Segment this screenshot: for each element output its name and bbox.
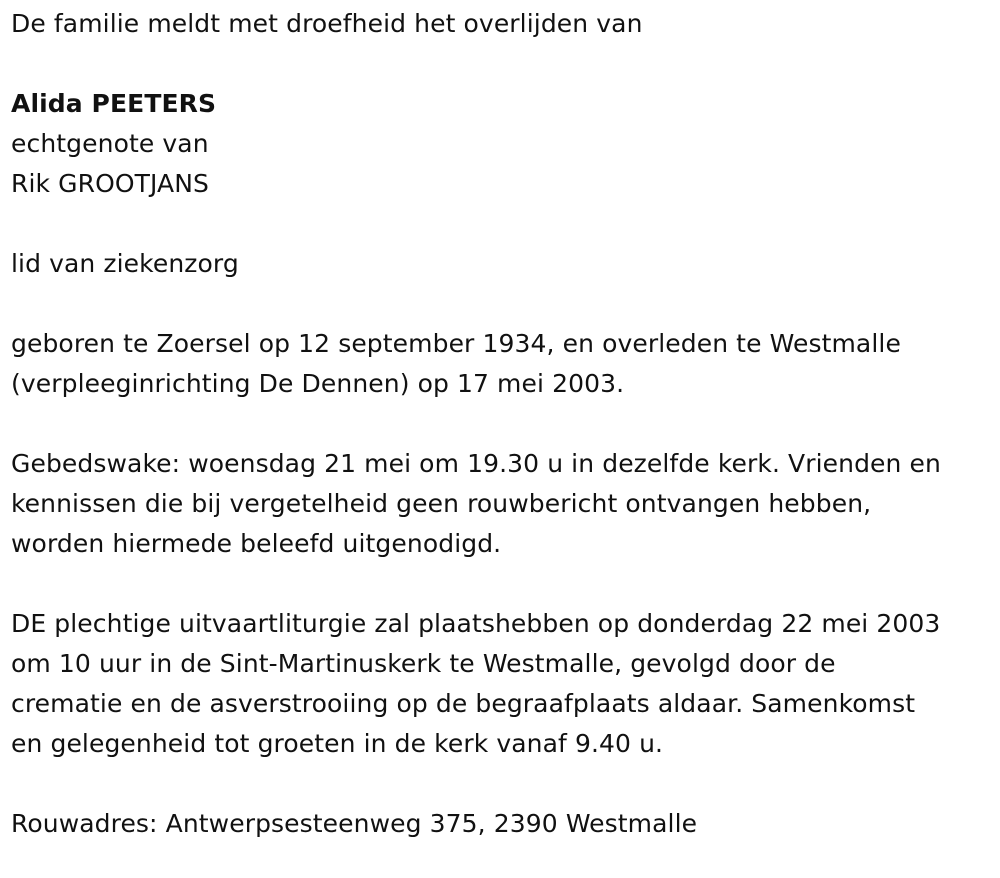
- spouse-name: Rik GROOTJANS: [11, 169, 210, 198]
- life-dates-paragraph: [11, 324, 996, 404]
- deceased-name: Alida PEETERS: [11, 89, 217, 118]
- life-dates-line: (verpleeginrichting De Dennen) op 17 mei 2003.: [11, 369, 625, 398]
- mourning-address: Rouwadres: Antwerpsesteenweg 375, 2390 Westmalle: [11, 809, 698, 838]
- spacer: [11, 564, 996, 604]
- membership-text: lid van ziekenzorg: [11, 249, 239, 278]
- spacer: [11, 44, 996, 84]
- wake-line: worden hiermede beleefd uitgenodigd.: [11, 529, 502, 558]
- funeral-line: crematie en de asverstrooiing op de begraafplaats aldaar. Samenkomst: [11, 689, 916, 718]
- funeral-paragraph: [11, 604, 996, 764]
- spacer: [11, 204, 996, 244]
- wake-line: kennissen die bij vergetelheid geen rouwbericht ontvangen hebben,: [11, 489, 872, 518]
- funeral-line: om 10 uur in de Sint-Martinuskerk te Westmalle, gevolgd door de: [11, 649, 836, 678]
- wake-paragraph: [11, 444, 996, 564]
- spacer: [11, 284, 996, 324]
- wake-line: Gebedswake: woensdag 21 mei om 19.30 u in dezelfde kerk. Vrienden en: [11, 449, 941, 478]
- announcement-text: De familie meldt met droefheid het overlijden van: [11, 9, 643, 38]
- spacer: [11, 764, 996, 804]
- funeral-line: DE plechtige uitvaartliturgie zal plaatshebben op donderdag 22 mei 2003: [11, 609, 941, 638]
- funeral-line: en gelegenheid tot groeten in de kerk vanaf 9.40 u.: [11, 729, 664, 758]
- obituary-notice: [11, 4, 996, 844]
- relation-text: echtgenote van: [11, 129, 209, 158]
- spacer: [11, 404, 996, 444]
- life-dates-line: geboren te Zoersel op 12 september 1934, en overleden te Westmalle: [11, 329, 901, 358]
